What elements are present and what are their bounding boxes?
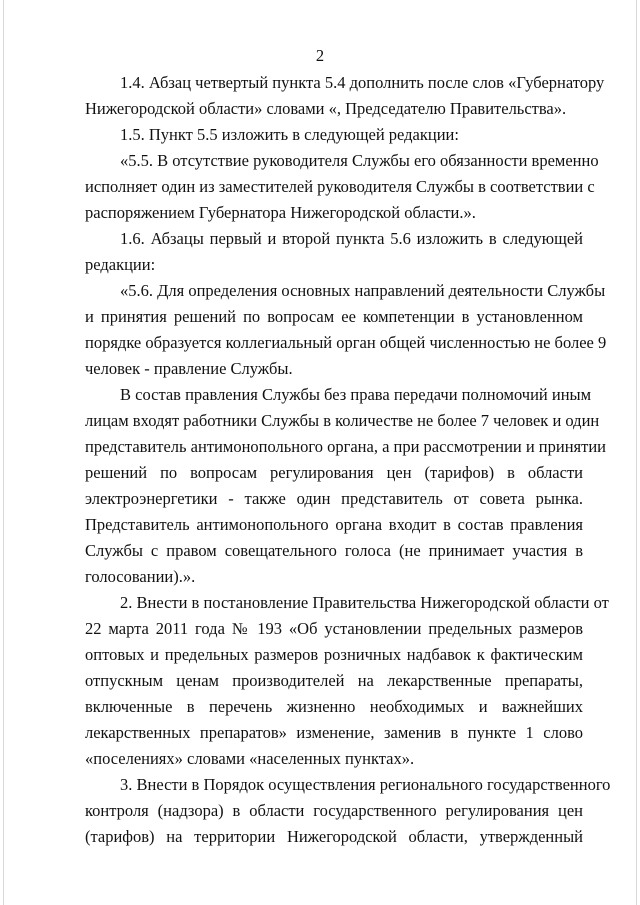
text-line: лекарственных препаратов» изменение, заменив в пункте 1 слово xyxy=(85,723,583,742)
text-line: 2. Внести в постановление Правительства Нижегородской области от xyxy=(120,593,609,612)
text-line: «5.6. Для определения основных направлений деятельности Службы xyxy=(120,281,606,300)
text-line: лицам входят работники Службы в количестве не более 7 человек и один xyxy=(85,411,600,430)
text-line: контроля (надзора) в области государственного регулирования цен xyxy=(85,801,583,820)
text-line: 1.6. Абзацы первый и второй пункта 5.6 изложить в следующей xyxy=(120,229,583,248)
text-line: 1.4. Абзац четвертый пункта 5.4 дополнить после слов «Губернатору xyxy=(120,73,605,92)
text-line: «поселениях» словами «населенных пунктах». xyxy=(85,749,415,768)
text-line: порядке образуется коллегиальный орган общей численностью не более 9 xyxy=(85,333,607,352)
text-line: Нижегородской области» словами «, Председателю Правительства». xyxy=(85,99,567,118)
page-number: 2 xyxy=(315,46,325,65)
text-line: Службы с правом совещательного голоса (не принимает участия в xyxy=(85,541,583,560)
scan-right-edge xyxy=(636,0,637,905)
text-line: Представитель антимонопольного органа входит в состав правления xyxy=(85,515,583,534)
text-line: В состав правления Службы без права передачи полномочий иным xyxy=(120,385,592,404)
text-line: редакции: xyxy=(85,255,156,274)
text-line: исполняет один из заместителей руководителя Службы в соответствии с xyxy=(85,177,595,196)
text-line: 1.5. Пункт 5.5 изложить в следующей редакции: xyxy=(120,125,459,144)
text-line: электроэнергетики - также один представитель от совета рынка. xyxy=(85,489,583,508)
text-line: распоряжением Губернатора Нижегородской области.». xyxy=(85,203,476,222)
text-line: представитель антимонопольного органа, а при рассмотрении и принятии xyxy=(85,437,607,456)
text-line: и принятия решений по вопросам ее компетенции в установленном xyxy=(85,307,583,326)
text-line: включенные в перечень жизненно необходимых и важнейших xyxy=(85,697,583,716)
text-line: 22 марта 2011 года № 193 «Об установлении предельных размеров xyxy=(85,619,583,638)
text-line: оптовых и предельных размеров розничных надбавок к фактическим xyxy=(85,645,583,664)
text-line: голосовании).». xyxy=(85,567,196,586)
text-line: 3. Внести в Порядок осуществления регионального государственного xyxy=(120,775,611,794)
text-line: (тарифов) на территории Нижегородской области, утвержденный xyxy=(85,827,583,846)
scan-left-edge xyxy=(3,0,4,905)
text-line: «5.5. В отсутствие руководителя Службы его обязанности временно xyxy=(120,151,599,170)
text-line: решений по вопросам регулирования цен (тарифов) в области xyxy=(85,463,583,482)
text-line: человек - правление Службы. xyxy=(85,359,293,378)
text-line: отпускным ценам производителей на лекарственные препараты, xyxy=(85,671,583,690)
